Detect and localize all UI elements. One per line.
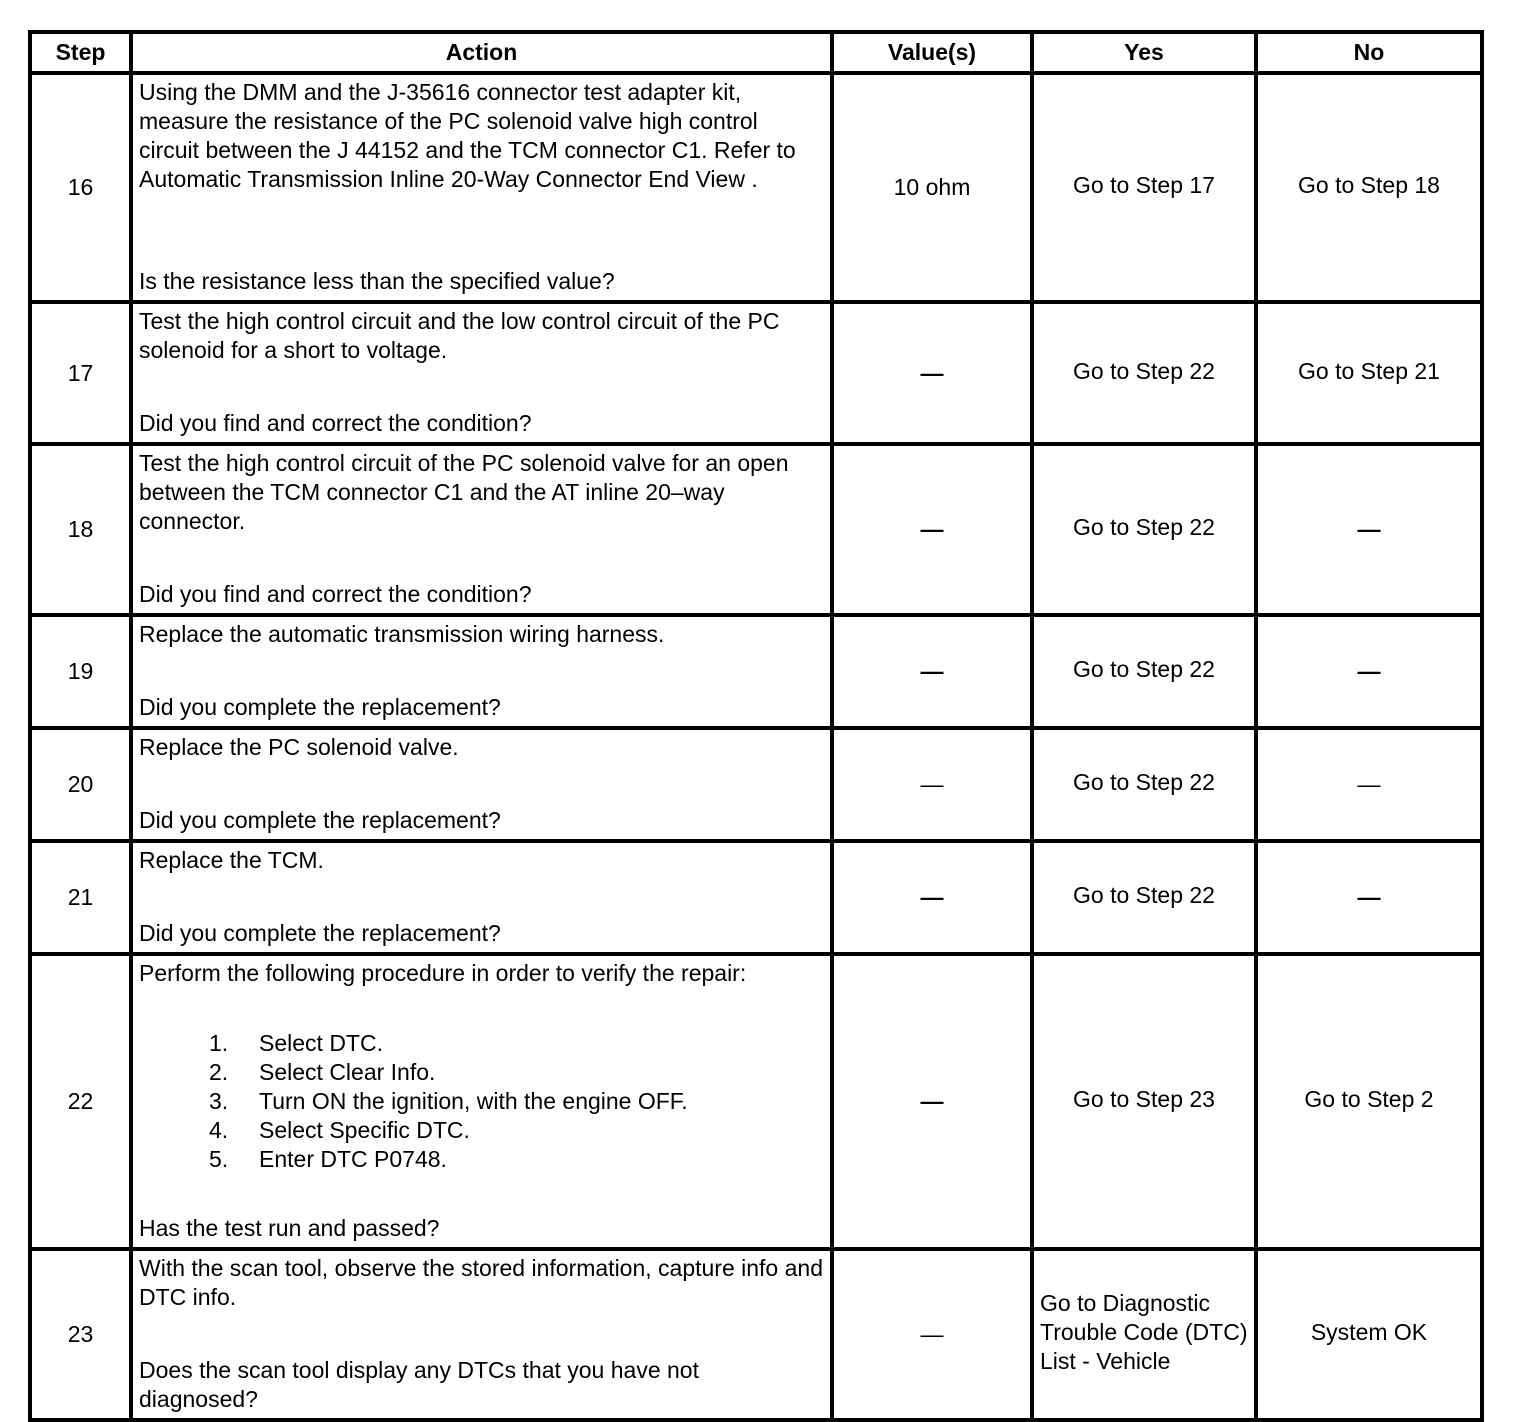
action-question: Has the test run and passed?: [139, 1215, 440, 1241]
value-dash: —: [920, 771, 944, 797]
no-target: System OK: [1310, 1319, 1428, 1345]
action-cell: [131, 302, 832, 444]
action-question: Did you find and correct the condition?: [139, 410, 532, 436]
list-item-number: 5.: [209, 1145, 229, 1172]
value-cell: [832, 302, 1032, 444]
value-cell: [832, 841, 1032, 954]
action-text: Perform the following procedure in order to verify the repair:: [139, 960, 747, 986]
list-item: [139, 1116, 824, 1145]
table-row: [30, 1249, 1482, 1420]
action-cell: [131, 841, 832, 954]
yes-cell: [1032, 615, 1256, 728]
table-row: [30, 615, 1482, 728]
no-dash: —: [1357, 658, 1381, 684]
action-question: Did you complete the replacement?: [139, 694, 501, 720]
table-row: [30, 302, 1482, 444]
list-item-number: 4.: [209, 1116, 229, 1143]
header-action: Action: [131, 32, 832, 73]
action-text: Replace the TCM.: [139, 847, 324, 873]
table-row: [30, 444, 1482, 615]
header-row: [30, 32, 1482, 73]
header-values: Value(s): [832, 32, 1032, 73]
no-cell: [1256, 1249, 1482, 1420]
action-text: Using the DMM and the J-35616 connector test adapter kit, measure the resistance of the PC solenoid valve high control circuit between the J 44152 and the TCM connector C1. Refer to Automatic Transmission Inline 20-Way Connector End View .: [139, 79, 796, 192]
value-dash: —: [920, 1321, 944, 1347]
yes-target: Go to Step 23: [1073, 1086, 1215, 1112]
step-number: 21: [30, 841, 131, 954]
value-dash: —: [920, 516, 944, 542]
step-number: 16: [30, 73, 131, 302]
yes-cell: [1032, 954, 1256, 1249]
action-cell: [131, 444, 832, 615]
table-row: [30, 841, 1482, 954]
action-cell: [131, 728, 832, 841]
list-item-number: 2.: [209, 1058, 229, 1085]
value-cell: [832, 615, 1032, 728]
action-question: Does the scan tool display any DTCs that you have not diagnosed?: [139, 1357, 699, 1412]
step-number: 22: [30, 954, 131, 1249]
no-cell: [1256, 954, 1482, 1249]
header-step: Step: [30, 32, 131, 73]
yes-target: Go to Step 22: [1073, 514, 1215, 540]
value-dash: —: [920, 658, 944, 684]
yes-cell: [1032, 728, 1256, 841]
list-item-text: Select Clear Info.: [259, 1058, 436, 1085]
value-cell: [832, 728, 1032, 841]
value-cell: 10 ohm: [832, 73, 1032, 302]
procedure-list: [139, 1029, 824, 1174]
action-cell: [131, 1249, 832, 1420]
action-text: Replace the automatic transmission wiring harness.: [139, 621, 665, 647]
action-question: Did you complete the replacement?: [139, 807, 501, 833]
header-no: No: [1256, 32, 1482, 73]
list-item-number: 3.: [209, 1087, 229, 1114]
header-yes: Yes: [1032, 32, 1256, 73]
no-cell: [1256, 302, 1482, 444]
no-dash: —: [1357, 516, 1381, 542]
step-number: 17: [30, 302, 131, 444]
value-cell: [832, 954, 1032, 1249]
value-dash: —: [920, 1088, 944, 1114]
action-text: Test the high control circuit and the low control circuit of the PC solenoid for a short to voltage.: [139, 308, 780, 363]
list-item-number: 1.: [209, 1029, 229, 1056]
yes-cell: [1032, 302, 1256, 444]
yes-cell: [1032, 444, 1256, 615]
action-cell: [131, 954, 832, 1249]
step-number: 19: [30, 615, 131, 728]
yes-target: Go to Step 17: [1073, 172, 1215, 198]
table-row: [30, 728, 1482, 841]
list-item-text: Select Specific DTC.: [259, 1116, 470, 1143]
yes-cell: [1032, 841, 1256, 954]
value-cell: [832, 444, 1032, 615]
list-item-text: Turn ON the ignition, with the engine OFF.: [259, 1087, 688, 1114]
table-row: [30, 954, 1482, 1249]
yes-target: Go to Step 22: [1073, 656, 1215, 682]
list-item-text: Select DTC.: [259, 1029, 383, 1056]
no-target: Go to Step 21: [1298, 357, 1440, 384]
yes-cell: [1032, 73, 1256, 302]
value-dash: —: [920, 359, 944, 386]
list-item: [139, 1145, 824, 1174]
value-dash: —: [920, 884, 944, 910]
list-item: [139, 1087, 824, 1116]
action-question: Is the resistance less than the specified value?: [139, 268, 615, 294]
action-question: Did you complete the replacement?: [139, 920, 501, 946]
list-item-text: Enter DTC P0748.: [259, 1145, 447, 1172]
diagnostic-table: [28, 30, 1484, 1422]
list-item: [139, 1058, 824, 1087]
list-item: [139, 1029, 824, 1058]
action-text: With the scan tool, observe the stored information, capture info and DTC info.: [139, 1255, 823, 1310]
yes-target: Go to Diagnostic Trouble Code (DTC) List - Vehicle: [1040, 1290, 1248, 1374]
step-number: 18: [30, 444, 131, 615]
yes-target: Go to Step 22: [1073, 769, 1215, 795]
action-text: Replace the PC solenoid valve.: [139, 734, 459, 760]
no-cell: [1256, 615, 1482, 728]
no-cell: [1256, 444, 1482, 615]
action-cell: [131, 73, 832, 302]
no-dash: —: [1357, 884, 1381, 910]
no-target: Go to Step 2: [1304, 1086, 1434, 1112]
step-number: 20: [30, 728, 131, 841]
step-number: 23: [30, 1249, 131, 1420]
no-cell: [1256, 73, 1482, 302]
action-text: Test the high control circuit of the PC solenoid valve for an open between the TCM connector C1 and the AT inline 20–way connector.: [139, 450, 789, 534]
action-cell: [131, 615, 832, 728]
no-cell: [1256, 841, 1482, 954]
yes-target: Go to Step 22: [1073, 357, 1215, 384]
no-dash: —: [1357, 771, 1381, 797]
yes-cell: [1032, 1249, 1256, 1420]
action-question: Did you find and correct the condition?: [139, 581, 532, 607]
no-target: Go to Step 18: [1298, 172, 1440, 198]
no-cell: [1256, 728, 1482, 841]
table-row: [30, 73, 1482, 302]
yes-target: Go to Step 22: [1073, 882, 1215, 908]
value-cell: [832, 1249, 1032, 1420]
